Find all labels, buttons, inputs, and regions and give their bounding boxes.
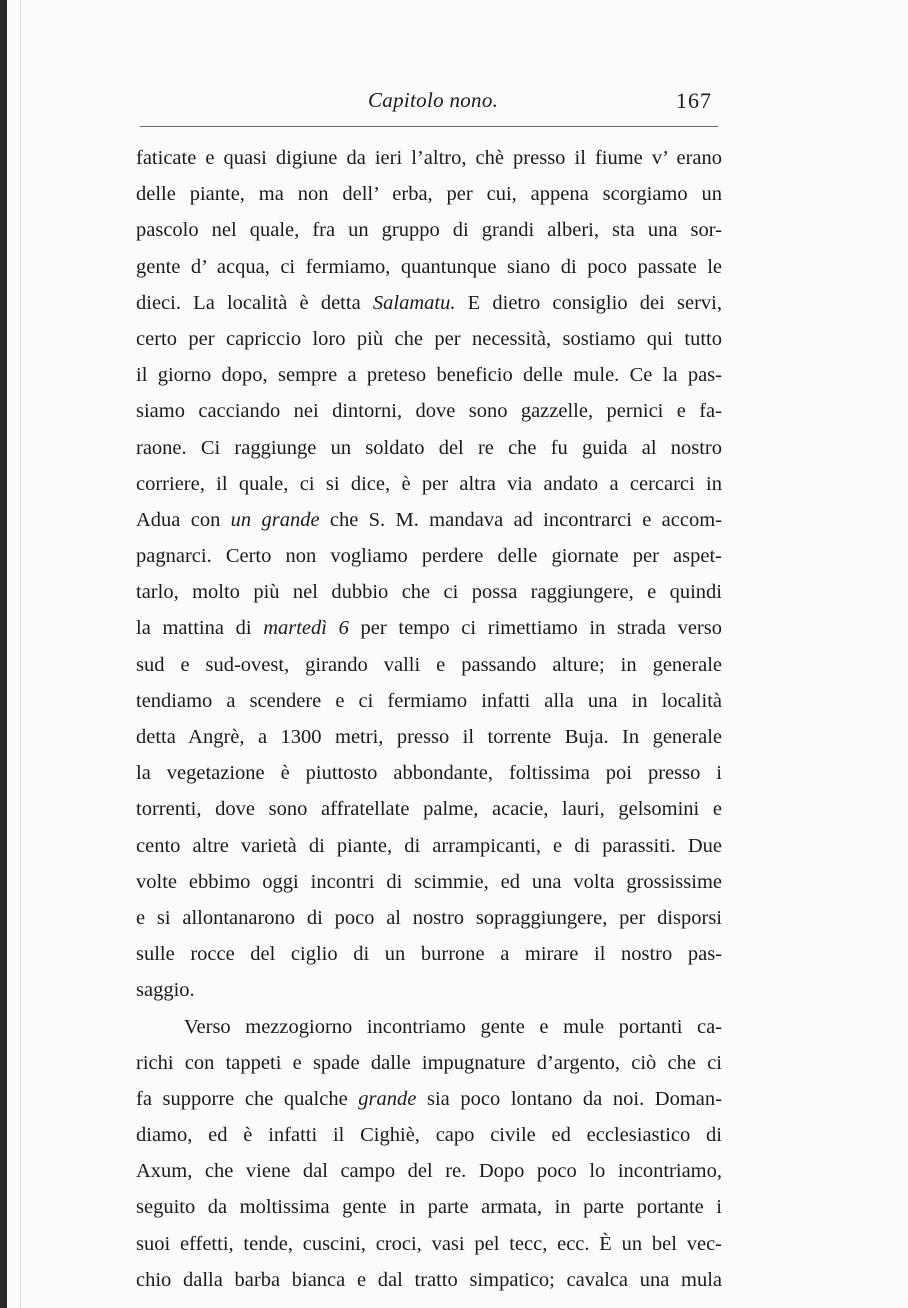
text-line — [136, 176, 722, 212]
text-segment: faticate e quasi digiune da ieri l’altro, chè presso il fiume v’ erano — [136, 147, 722, 169]
text-line — [136, 864, 722, 900]
text-line — [136, 1045, 722, 1081]
text-segment: dieci. La località è detta — [136, 291, 373, 314]
text-line — [136, 1009, 722, 1045]
text-segment: tendiamo a scendere e ci fermiamo infatti alla una in località — [136, 689, 722, 712]
running-header — [136, 82, 722, 112]
text-segment: fa supporre che qualche — [136, 1087, 359, 1110]
text-line — [136, 321, 722, 357]
text-line — [136, 828, 722, 864]
text-line — [136, 466, 722, 502]
text-segment: la mattina di — [136, 617, 264, 640]
text-line — [136, 610, 722, 646]
text-line — [136, 393, 722, 429]
text-line — [136, 1189, 722, 1225]
text-segment: delle piante, ma non dell’ erba, per cui, appena scorgiamo un — [136, 183, 722, 206]
text-segment: detta Angrè, a 1300 metri, presso il torrente Buja. In generale — [136, 726, 722, 748]
text-line — [136, 140, 722, 176]
text-segment: saggio. — [136, 979, 195, 1002]
text-segment: sia poco lontano da noi. Doman- — [416, 1087, 722, 1110]
text-segment: cento altre varietà di piante, di arrampicanti, e di parassiti. Due — [136, 834, 722, 857]
text-line — [136, 791, 722, 827]
text-segment: Axum, che viene dal campo del re. Dopo poco lo incontriamo, — [136, 1160, 722, 1183]
header-rule — [140, 126, 718, 127]
page-left-edge — [0, 0, 7, 1308]
text-segment: volte ebbimo oggi incontri di scimmie, ed una volta grossissime — [136, 870, 722, 893]
text-line — [136, 683, 722, 719]
page-number: 167 — [676, 88, 712, 113]
text-line — [136, 1117, 722, 1153]
text-line — [136, 936, 722, 972]
text-segment: richi con tappeti e spade dalle impugnature d’argento, ciò che ci — [136, 1051, 722, 1074]
text-segment: siamo cacciando nei dintorni, dove sono gazzelle, pernici e fa- — [136, 400, 722, 423]
text-segment: pascolo nel quale, fra un gruppo di grandi alberi, sta una sor- — [136, 219, 722, 242]
text-segment: e si allontanarono di poco al nostro sopraggiungere, per disporsi — [136, 906, 722, 929]
text-segment: sulle rocce del ciglio di un burrone a mirare il nostro pas- — [136, 943, 722, 966]
text-line — [136, 249, 722, 285]
text-segment: tarlo, molto più nel dubbio che ci possa raggiungere, e quindi — [136, 581, 722, 604]
text-line — [136, 574, 722, 610]
text-line — [136, 647, 722, 683]
text-segment: diamo, ed è infatti il Cighiè, capo civile ed ecclesiastico di — [136, 1124, 722, 1147]
italic-text: Salamatu. — [372, 291, 456, 314]
italic-text: un grande — [230, 508, 320, 531]
text-segment: Verso mezzogiorno incontriamo gente e mule portanti ca- — [184, 1015, 722, 1038]
text-segment: pagnarci. Certo non vogliamo perdere delle giornate per aspet- — [136, 545, 722, 568]
text-segment: Adua con — [136, 508, 231, 531]
text-line — [136, 538, 722, 574]
text-line — [136, 972, 722, 1008]
text-line — [136, 719, 722, 755]
text-line — [136, 1081, 722, 1117]
text-line — [136, 357, 722, 393]
text-segment: chio dalla barba bianca e dal tratto simpatico; cavalca una mula — [136, 1268, 722, 1291]
text-line — [136, 212, 722, 248]
text-segment: gente d’ acqua, ci fermiamo, quantunque siano di poco passate le — [136, 255, 722, 278]
text-segment: raone. Ci raggiunge un soldato del re che fu guida al nostro — [136, 436, 722, 459]
text-line — [136, 285, 722, 321]
text-segment: torrenti, dove sono affratellate palme, acacie, lauri, gelsomini e — [136, 798, 722, 821]
body-text — [136, 140, 722, 1298]
text-segment: E dietro consiglio dei servi, — [455, 291, 722, 314]
text-segment: seguito da moltissima gente in parte armata, in parte portante i — [136, 1196, 722, 1219]
italic-text: martedì 6 — [263, 617, 349, 640]
text-segment: che S. M. mandava ad incontrarci e accom- — [319, 508, 723, 531]
text-line — [136, 900, 722, 936]
text-segment: corriere, il quale, ci si dice, è per altra via andato a cercarci in — [136, 472, 722, 495]
text-segment: sud e sud-ovest, girando valli e passando alture; in generale — [136, 653, 722, 676]
text-segment: per tempo ci rimettiamo in strada verso — [348, 617, 722, 640]
text-line — [136, 755, 722, 791]
chapter-title: Capitolo nono. — [368, 88, 499, 112]
text-segment: certo per capriccio loro più che per necessità, sostiamo qui tutto — [136, 327, 722, 350]
text-line — [136, 1226, 722, 1262]
text-line — [136, 1262, 722, 1298]
text-segment: suoi effetti, tende, cuscini, croci, vasi pel tecc, ecc. È un bel vec- — [136, 1232, 722, 1255]
page-margin-line — [20, 0, 21, 1308]
italic-text: grande — [358, 1087, 417, 1110]
text-line — [136, 1153, 722, 1189]
text-line — [136, 430, 722, 466]
text-segment: la vegetazione è piuttosto abbondante, foltissima poi presso i — [136, 762, 722, 785]
text-segment: il giorno dopo, sempre a preteso beneficio delle mule. Ce la pas- — [136, 364, 722, 387]
text-line — [136, 502, 722, 538]
